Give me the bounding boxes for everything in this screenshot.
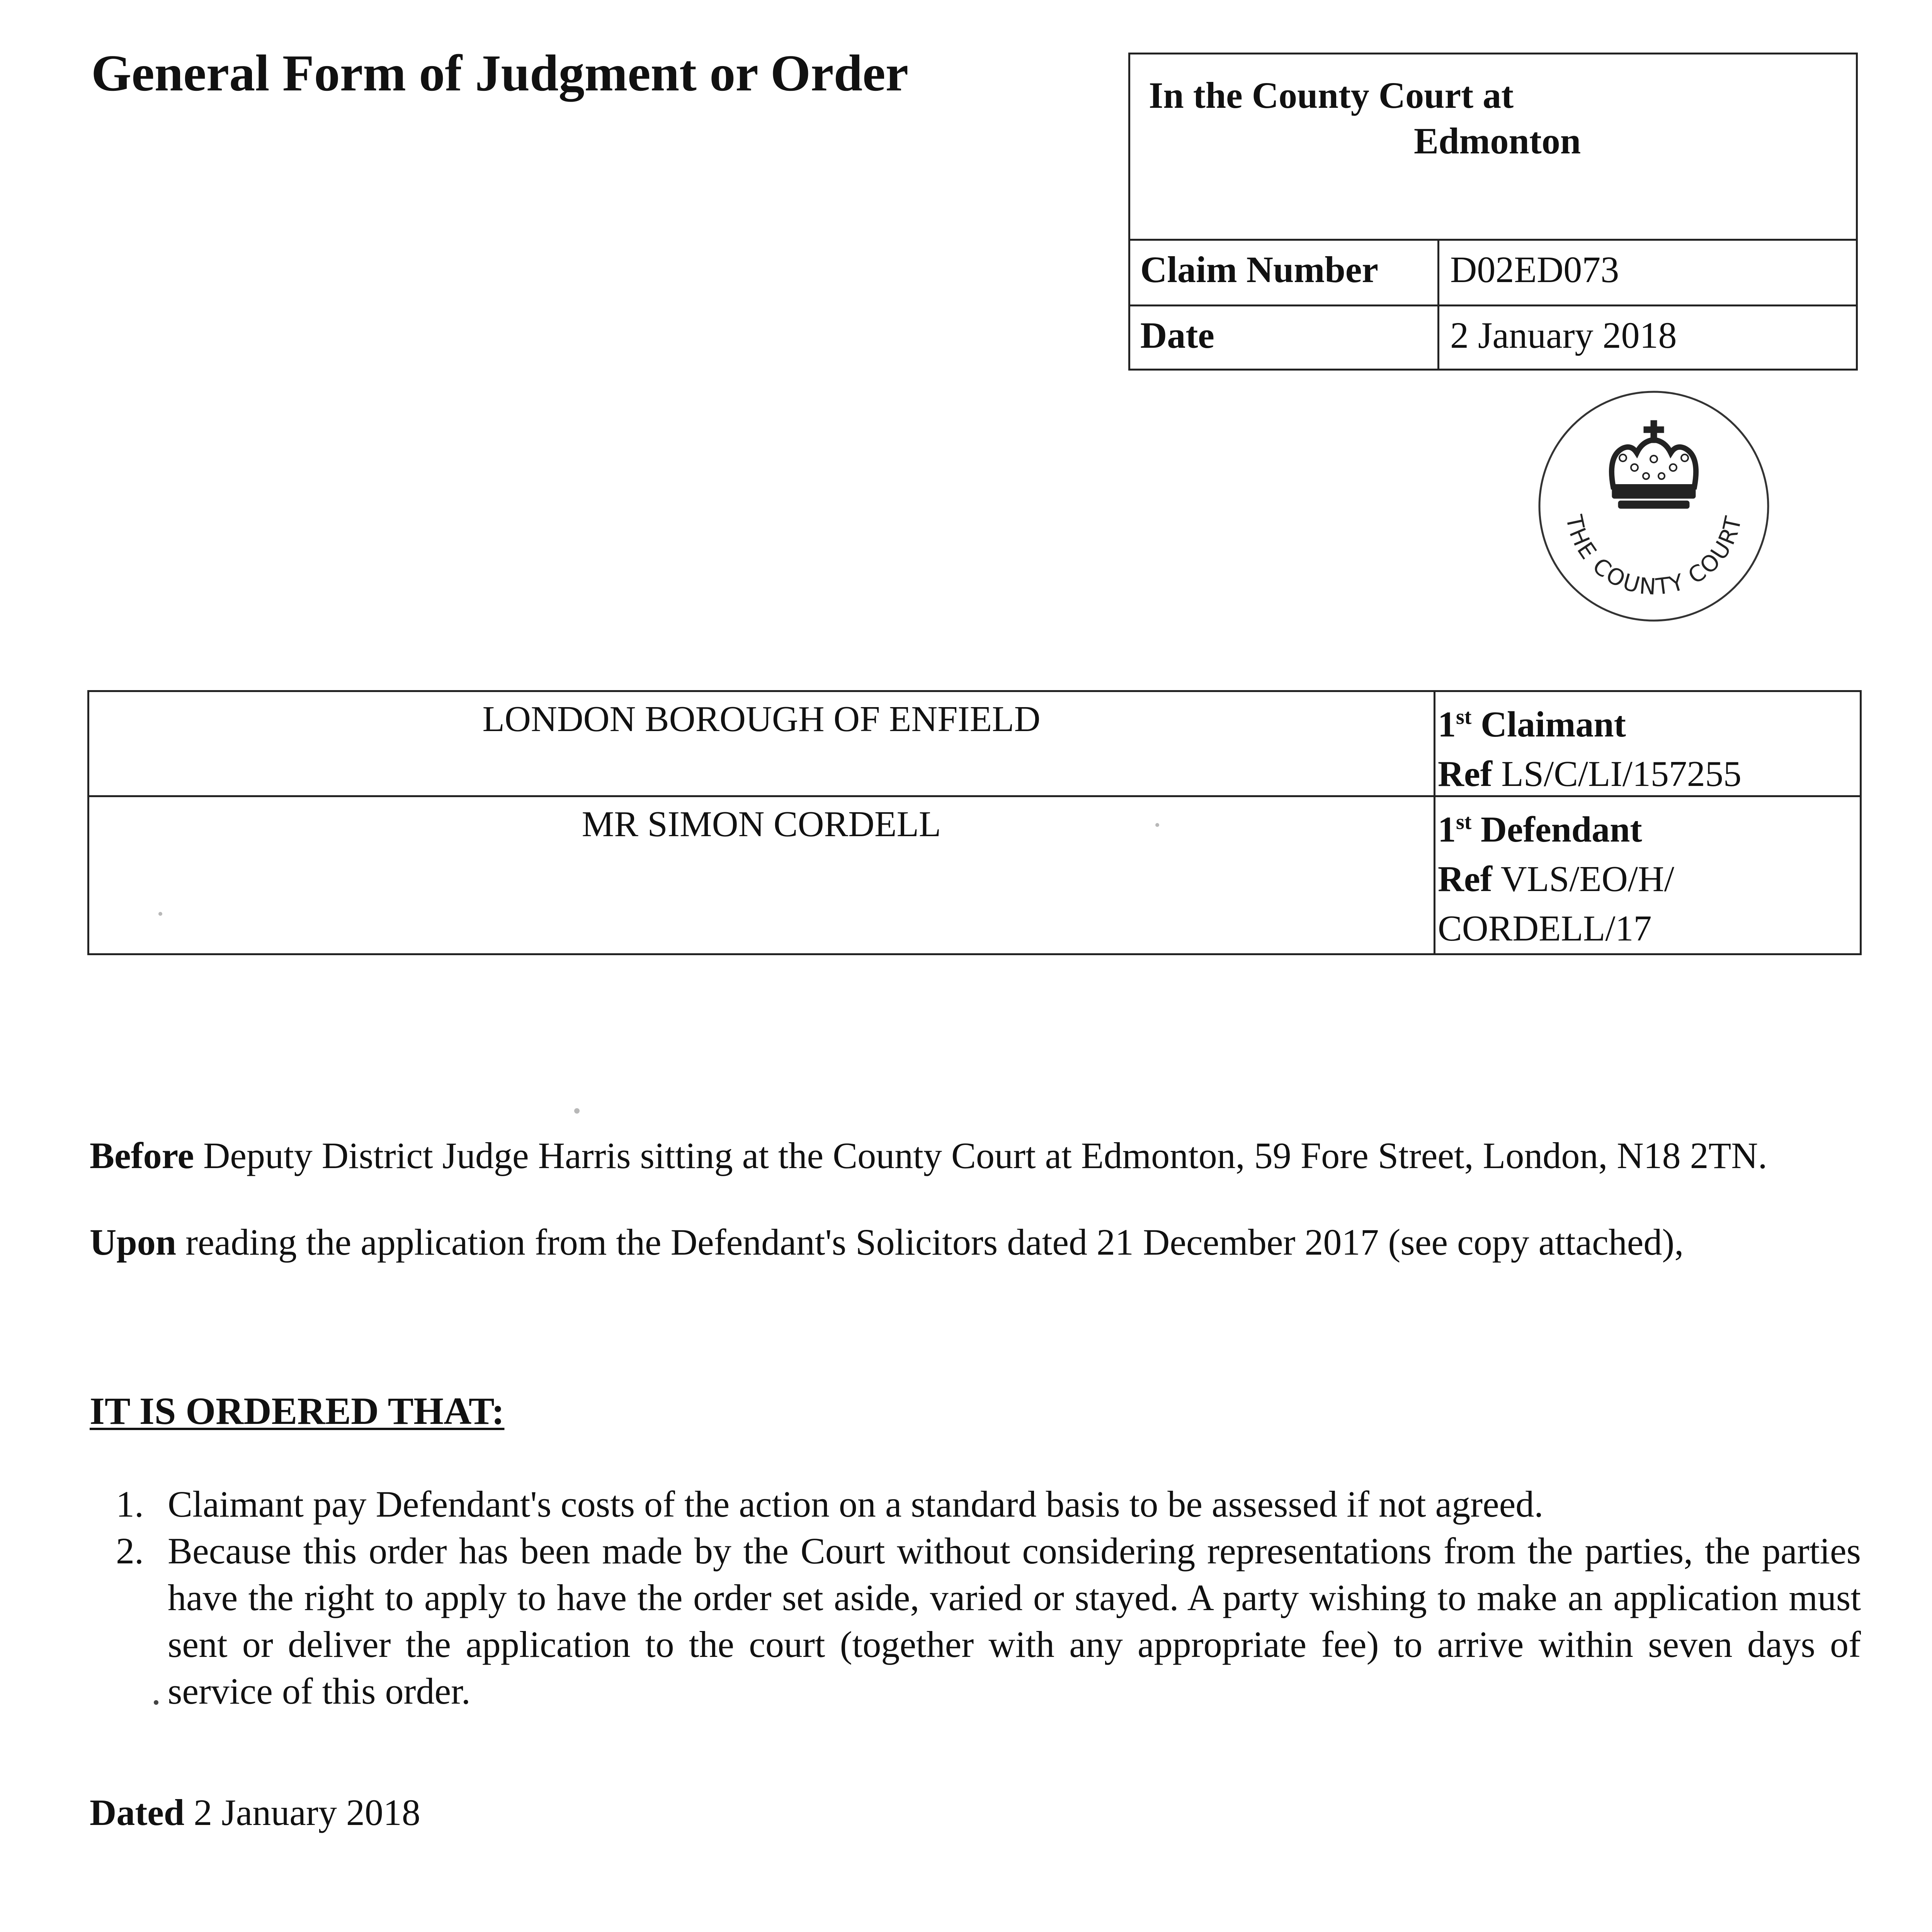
order-item [116,1481,1861,1527]
claimant-name: LONDON BOROUGH OF ENFIELD [89,692,1435,795]
order-text: Because this order has been made by the Court without considering representations from the parties, the parties have the right to apply to have the order set aside, varied or stayed. A party wishing to make an application must sent or deliver the application to the court (together with any appropriate fee) to arrive within seven days of service of this order. [168,1530,1861,1712]
upon-paragraph [90,1219,1859,1266]
court-name-line2: Edmonton [1414,120,1581,162]
order-text: Claimant pay Defendant's costs of the action on a standard basis to be assessed if not agreed. [168,1483,1544,1525]
claimant-ordinal-suffix: st [1456,705,1472,729]
before-text: Deputy District Judge Harris sitting at the County Court at Edmonton, 59 Fore Street, London, N18 2TN. [203,1135,1767,1176]
order-number: 1. [116,1483,144,1525]
date-label: Date [1130,306,1439,371]
defendant-role [1438,805,1860,854]
claimant-ref [1438,749,1860,799]
defendant-ref-value-line1: VLS/EO/H/ [1500,859,1674,899]
defendant-ordinal: 1 [1438,810,1456,850]
parties-table [87,690,1862,955]
svg-text:THE COUNTY COURT [1561,512,1747,600]
order-item [116,1527,1861,1714]
court-details-box [1128,53,1858,371]
defendant-role-cell [1435,797,1860,961]
claimant-role-label: Claimant [1480,704,1626,745]
upon-text: reading the application from the Defendant's Solicitors dated 21 December 2017 (see copy attached), [185,1221,1684,1263]
claim-number-row [1130,241,1856,306]
county-court-seal [1530,390,1777,630]
court-name-cell [1130,54,1856,241]
claimant-ref-label: Ref [1438,754,1492,794]
claim-number-label: Claim Number [1130,241,1439,304]
party-row-defendant [89,797,1860,953]
defendant-ref [1438,854,1860,904]
scan-speck [154,1700,158,1705]
defendant-name: MR SIMON CORDELL [89,797,1435,953]
claimant-role [1438,700,1860,749]
ordered-heading: IT IS ORDERED THAT: [90,1389,505,1432]
order-number: 2. [116,1530,144,1571]
orders-list [116,1481,1861,1714]
claim-number-value: D02ED073 [1450,249,1619,290]
defendant-ref-label: Ref [1438,859,1492,899]
upon-label: Upon [90,1221,177,1263]
scan-speck [1155,823,1159,827]
party-row-claimant [89,692,1860,797]
dated-value: 2 January 2018 [194,1792,420,1833]
claimant-ref-value: LS/C/LI/157255 [1501,754,1742,794]
before-label: Before [90,1135,194,1176]
date-value: 2 January 2018 [1450,315,1677,356]
scan-speck [158,912,162,916]
court-name-line1: In the County Court at [1149,75,1514,116]
defendant-role-label: Defendant [1480,810,1642,850]
defendant-ref-line2: CORDELL/17 [1438,908,1652,949]
document-title: General Form of Judgment or Order [91,44,909,102]
claimant-role-cell [1435,692,1860,803]
claimant-ordinal: 1 [1438,704,1456,745]
before-paragraph [90,1132,1859,1179]
seal-text: THE COUNTY COURT [1561,512,1747,600]
date-row [1130,306,1856,371]
dated-label: Dated [90,1792,185,1833]
crown-icon [1530,390,1777,630]
defendant-ordinal-suffix: st [1456,810,1472,834]
dated-line [90,1789,1859,1836]
scan-speck [574,1108,580,1114]
